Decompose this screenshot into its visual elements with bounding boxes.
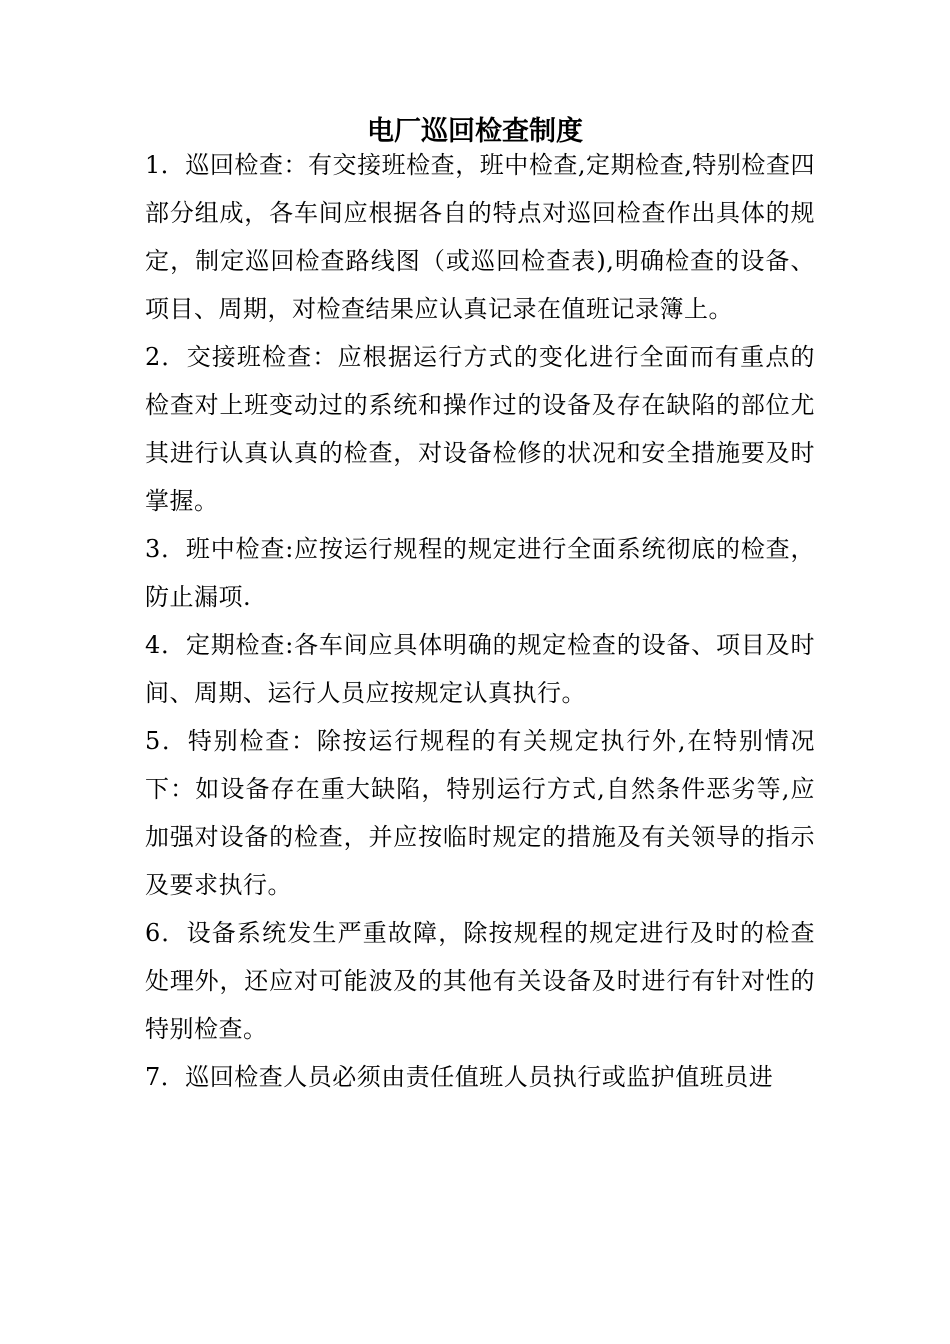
paragraph-6: 6．设备系统发生严重故障，除按规程的规定进行及时的检查处理外，还应对可能波及的其他有关设备及时进行有针对性的特别检查。 xyxy=(145,919,815,1043)
paragraph-3: 3．班中检查:应按运行规程的规定进行全面系统彻底的检查，防止漏项. xyxy=(145,535,815,611)
paragraph-7: 7．巡回检查人员必须由责任值班人员执行或监护值班员进 xyxy=(145,1063,774,1091)
paragraph-5: 5．特别检查：除按运行规程的有关规定执行外,在特别情况下：如设备存在重大缺陷，特别运行方式,自然条件恶劣等,应加强对设备的检查，并应按临时规定的措施及有关领导的指示及要求执行。 xyxy=(145,727,815,899)
document-body xyxy=(145,141,815,1101)
paragraph-1: 1．巡回检查：有交接班检查，班中检查,定期检查,特别检查四部分组成，各车间应根据各自的特点对巡回检查作出具体的规定，制定巡回检查路线图（或巡回检查表),明确检查的设备、项目、周期，对检查结果应认真记录在值班记录簿上。 xyxy=(145,151,815,323)
document-title: 电厂巡回检查制度 xyxy=(367,116,583,147)
paragraph-2: 2．交接班检查：应根据运行方式的变化进行全面而有重点的检查对上班变动过的系统和操作过的设备及存在缺陷的部位尤其进行认真认真的检查，对设备检修的状况和安全措施要及时掌握。 xyxy=(145,343,815,515)
paragraph-4: 4．定期检查:各车间应具体明确的规定检查的设备、项目及时间、周期、运行人员应按规定认真执行。 xyxy=(145,631,815,707)
